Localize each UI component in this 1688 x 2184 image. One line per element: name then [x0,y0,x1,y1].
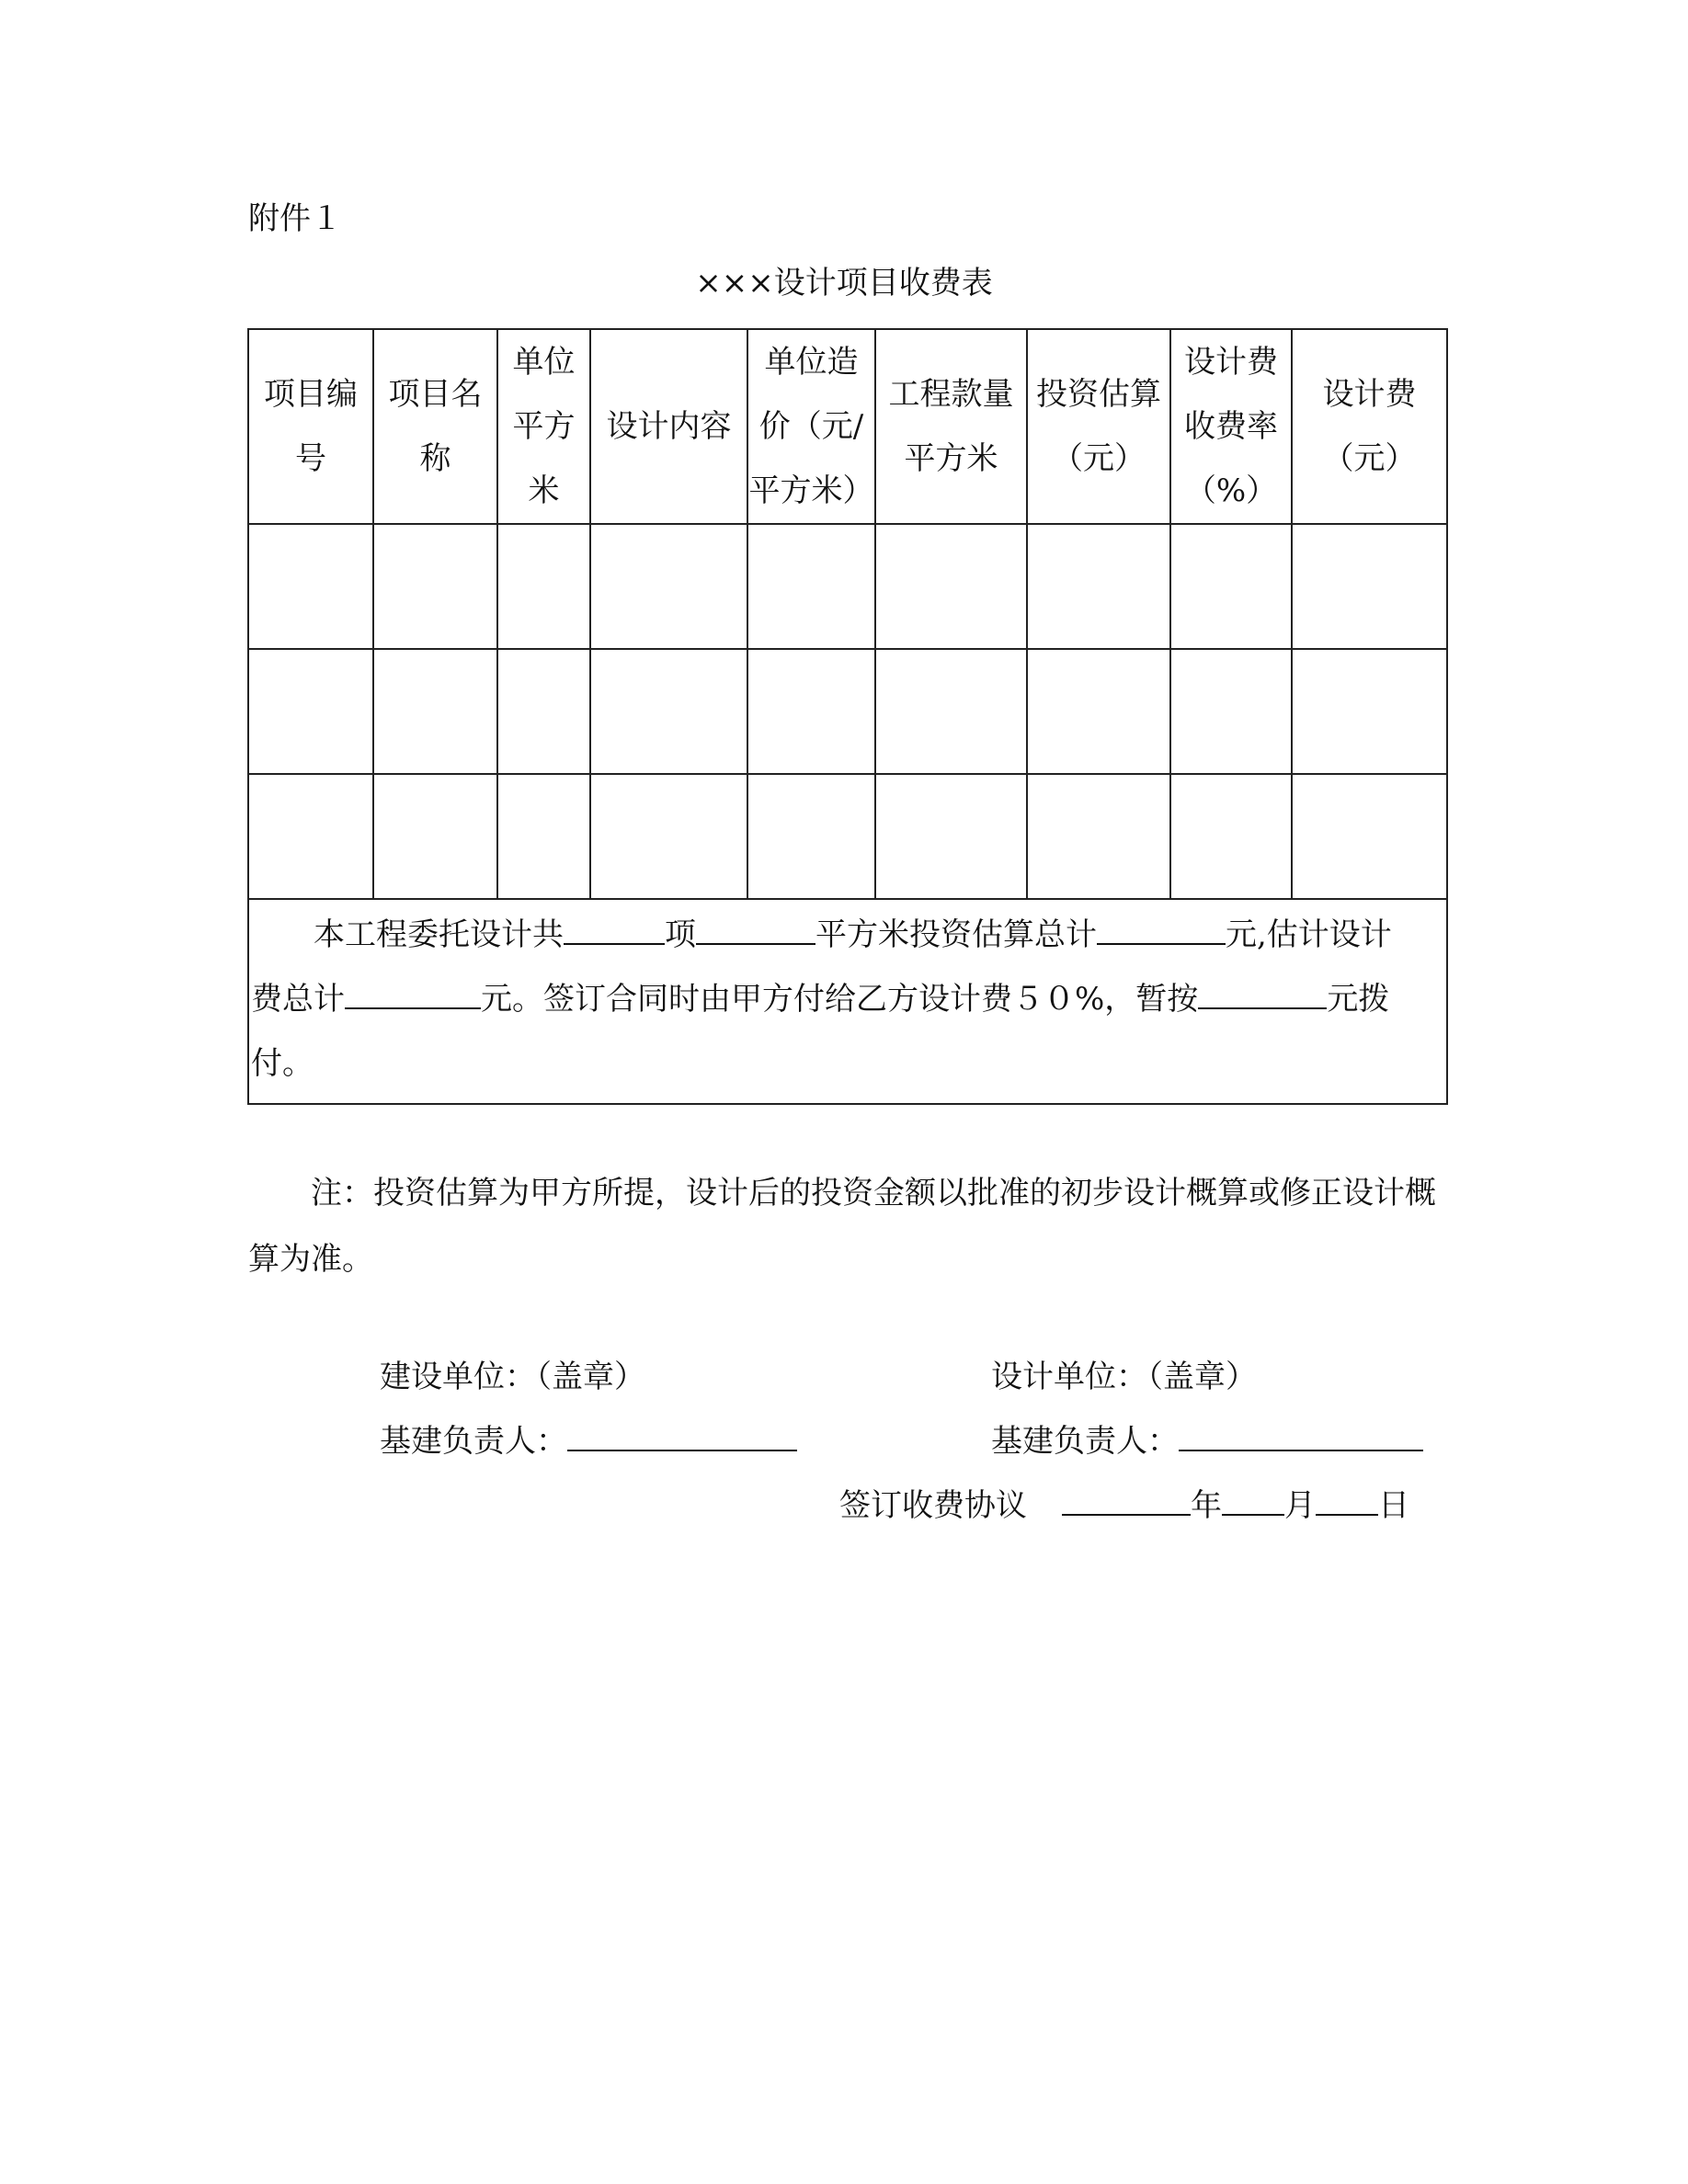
note-paragraph: 注：投资估算为甲方所提，设计后的投资金额以批准的初步设计概算或修正设计概算为准。 [248,1175,1436,1278]
table-cell[interactable] [248,524,373,649]
header-project-name: 项目名 称 [373,329,497,524]
summary-line-3: 付。 [251,1045,314,1082]
table-cell[interactable] [875,524,1027,649]
header-design-content: 设计内容 [590,329,747,524]
owner-unit-label: 建设单位：（盖章） [380,1359,645,1395]
table-cell[interactable] [248,774,373,899]
header-unit-cost: 单位造 价（元/ 平方米） [747,329,875,524]
prepay-amount-blank[interactable] [1198,980,1327,1009]
table-cell[interactable] [1170,524,1292,649]
design-unit-label: 设计单位：（盖章） [991,1359,1257,1395]
fee-total-blank[interactable] [345,980,481,1009]
table-cell[interactable] [1170,649,1292,774]
document-title: ×××设计项目收费表 [695,265,993,301]
table-cell[interactable] [1027,524,1170,649]
table-cell[interactable] [373,774,497,899]
owner-rep-row [380,1421,797,1462]
table-cell[interactable] [590,524,747,649]
header-fee-rate: 设计费 收费率 （%） [1170,329,1292,524]
table-cell[interactable] [497,649,590,774]
attachment-label: 附件１ [248,200,342,237]
table-cell[interactable] [747,774,875,899]
project-count-blank[interactable] [564,916,665,945]
table-cell[interactable] [497,774,590,899]
day-label: 日 [1378,1487,1409,1524]
table-cell[interactable] [590,649,747,774]
table-cell[interactable] [875,649,1027,774]
table-cell[interactable] [1027,774,1170,899]
year-label: 年 [1191,1487,1222,1524]
month-label: 月 [1284,1487,1316,1524]
header-design-fee: 设计费 （元） [1292,329,1447,524]
design-rep-label: 基建负责人： [991,1423,1179,1460]
table-cell[interactable] [1027,649,1170,774]
header-unit-area: 单位 平方 米 [497,329,590,524]
area-blank[interactable] [696,916,815,945]
table-cell[interactable] [747,649,875,774]
summary-row [248,899,1447,1104]
month-blank[interactable] [1222,1486,1284,1516]
design-rep-row [991,1421,1423,1462]
table-cell[interactable] [1292,774,1447,899]
table-cell[interactable] [1170,774,1292,899]
owner-rep-signature-line[interactable] [567,1422,797,1451]
header-row [248,329,1447,524]
summary-line-1: 本工程委托设计共 项 平方米投资估算总计 元,估计设计 [314,916,1392,953]
summary-line-2: 费总计 元。签订合同时由甲方付给乙方设计费５０%，暂按 元拨 [251,981,1390,1018]
fee-table [247,328,1448,1105]
table-cell[interactable] [590,774,747,899]
year-blank[interactable] [1062,1486,1191,1516]
header-quantity: 工程款量 平方米 [875,329,1027,524]
table-cell[interactable] [248,649,373,774]
table-cell[interactable] [1292,524,1447,649]
agreement-label: 签订收费协议 [839,1487,1027,1524]
table-cell[interactable] [373,649,497,774]
day-blank[interactable] [1316,1486,1378,1516]
table-cell[interactable] [875,774,1027,899]
header-investment: 投资估算 （元） [1027,329,1170,524]
table-row [248,649,1447,774]
table-cell[interactable] [747,524,875,649]
table-cell[interactable] [1292,649,1447,774]
table-cell[interactable] [497,524,590,649]
design-rep-signature-line[interactable] [1179,1422,1423,1451]
table-row [248,524,1447,649]
header-project-no: 项目编 号 [248,329,373,524]
agreement-date-row [839,1485,1409,1526]
table-row [248,774,1447,899]
owner-rep-label: 基建负责人： [380,1423,567,1460]
summary-cell [248,899,1447,1104]
investment-total-blank[interactable] [1097,916,1226,945]
table-cell[interactable] [373,524,497,649]
